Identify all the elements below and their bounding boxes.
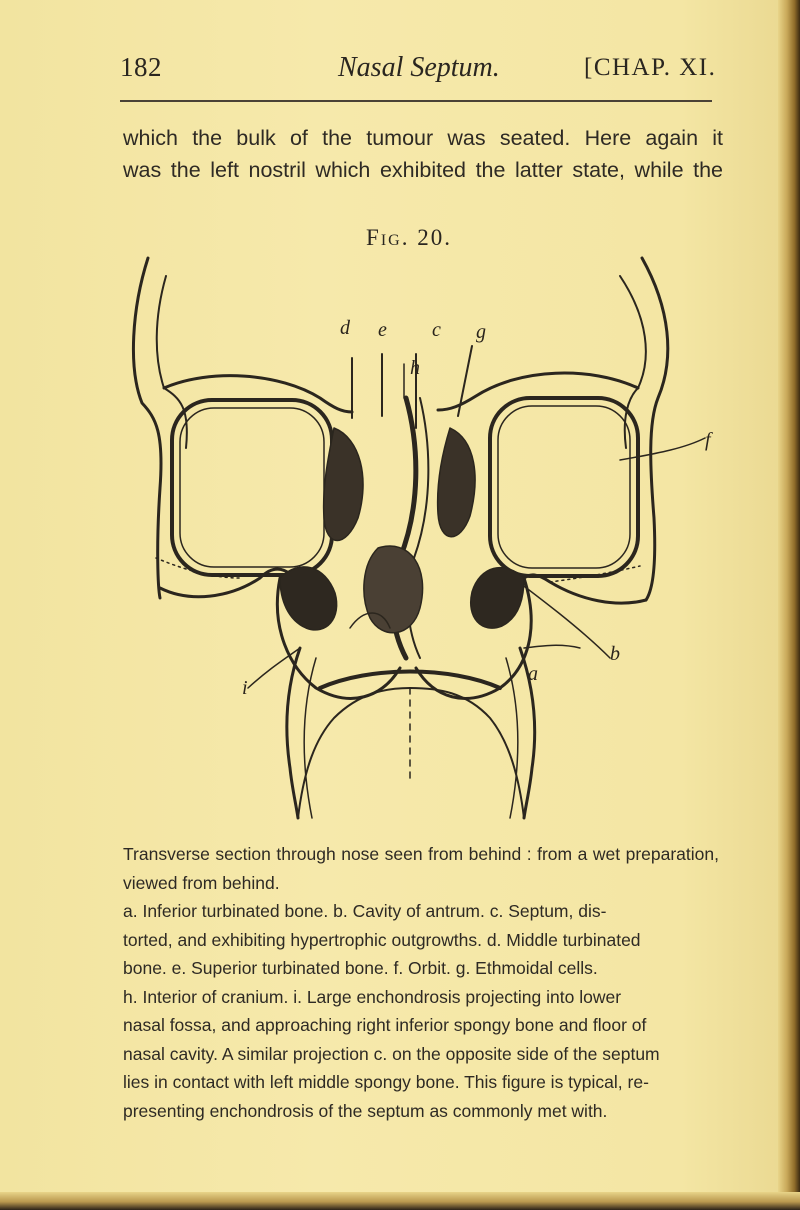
caption-legend-line: lies in contact with left middle spongy bone. This figure is typical, re-	[123, 1072, 649, 1092]
label-h: h	[410, 357, 420, 379]
figure-label: Fig. 20.	[366, 225, 452, 250]
body-line: was the left nostril which exhibited the latter state, while the	[123, 158, 723, 182]
right-inferior-turbinate	[471, 568, 524, 628]
caption-legend-line: torted, and exhibiting hypertrophic outgrowths. d. Middle turbinated	[123, 929, 641, 950]
page-header	[0, 52, 800, 102]
label-f: f	[705, 429, 711, 451]
body-paragraph	[123, 122, 723, 186]
header-rule	[120, 100, 712, 102]
caption-title: Transverse section through nose seen from behind : from a wet preparation, viewed from behind.	[123, 844, 719, 893]
right-outer-wall	[642, 258, 668, 600]
caption-legend-line: nasal cavity. A similar projection c. on the opposite side of the septum	[123, 1043, 660, 1064]
left-outer-wall	[133, 258, 161, 598]
palate	[320, 672, 500, 689]
page-edge-right	[778, 0, 800, 1210]
page-number: 182	[120, 52, 162, 82]
right-orbit	[490, 398, 638, 576]
right-middle-turbinate	[438, 428, 475, 537]
right-orbit-roof	[438, 373, 638, 410]
left-lower-wall	[287, 648, 300, 818]
label-b: b	[610, 643, 620, 665]
left-middle-turbinate	[324, 428, 363, 541]
caption-legend-line: nasal fossa, and approaching right inferior spongy bone and floor of	[123, 1015, 647, 1035]
left-inner-wall	[157, 276, 187, 448]
chapter-label: [CHAP. XI.	[584, 54, 717, 81]
figure-caption	[123, 840, 719, 1125]
label-g: g	[476, 321, 486, 343]
page-edge-bottom	[0, 1192, 800, 1210]
caption-legend-line: a. Inferior turbinated bone. b. Cavity of antrum. c. Septum, dis-	[123, 901, 607, 921]
label-e: e	[378, 319, 387, 341]
body-line: which the bulk of the tumour was seated. Here again it	[123, 126, 723, 150]
left-inferior-turbinate	[280, 567, 337, 630]
enchondrosis	[364, 546, 423, 633]
nasal-section-illustration	[120, 248, 730, 828]
label-d: d	[340, 317, 350, 339]
label-c: c	[432, 319, 441, 341]
left-orbit	[172, 400, 332, 575]
caption-legend-line: presenting enchondrosis of the septum as commonly met with.	[123, 1100, 608, 1121]
caption-legend-line: bone. e. Superior turbinated bone. f. Orbit. g. Ethmoidal cells.	[123, 958, 598, 978]
caption-legend-line: h. Interior of cranium. i. Large enchondrosis projecting into lower	[123, 986, 622, 1007]
label-a: a	[528, 663, 538, 685]
label-i: i	[242, 677, 248, 699]
running-title: Nasal Septum.	[338, 52, 500, 83]
